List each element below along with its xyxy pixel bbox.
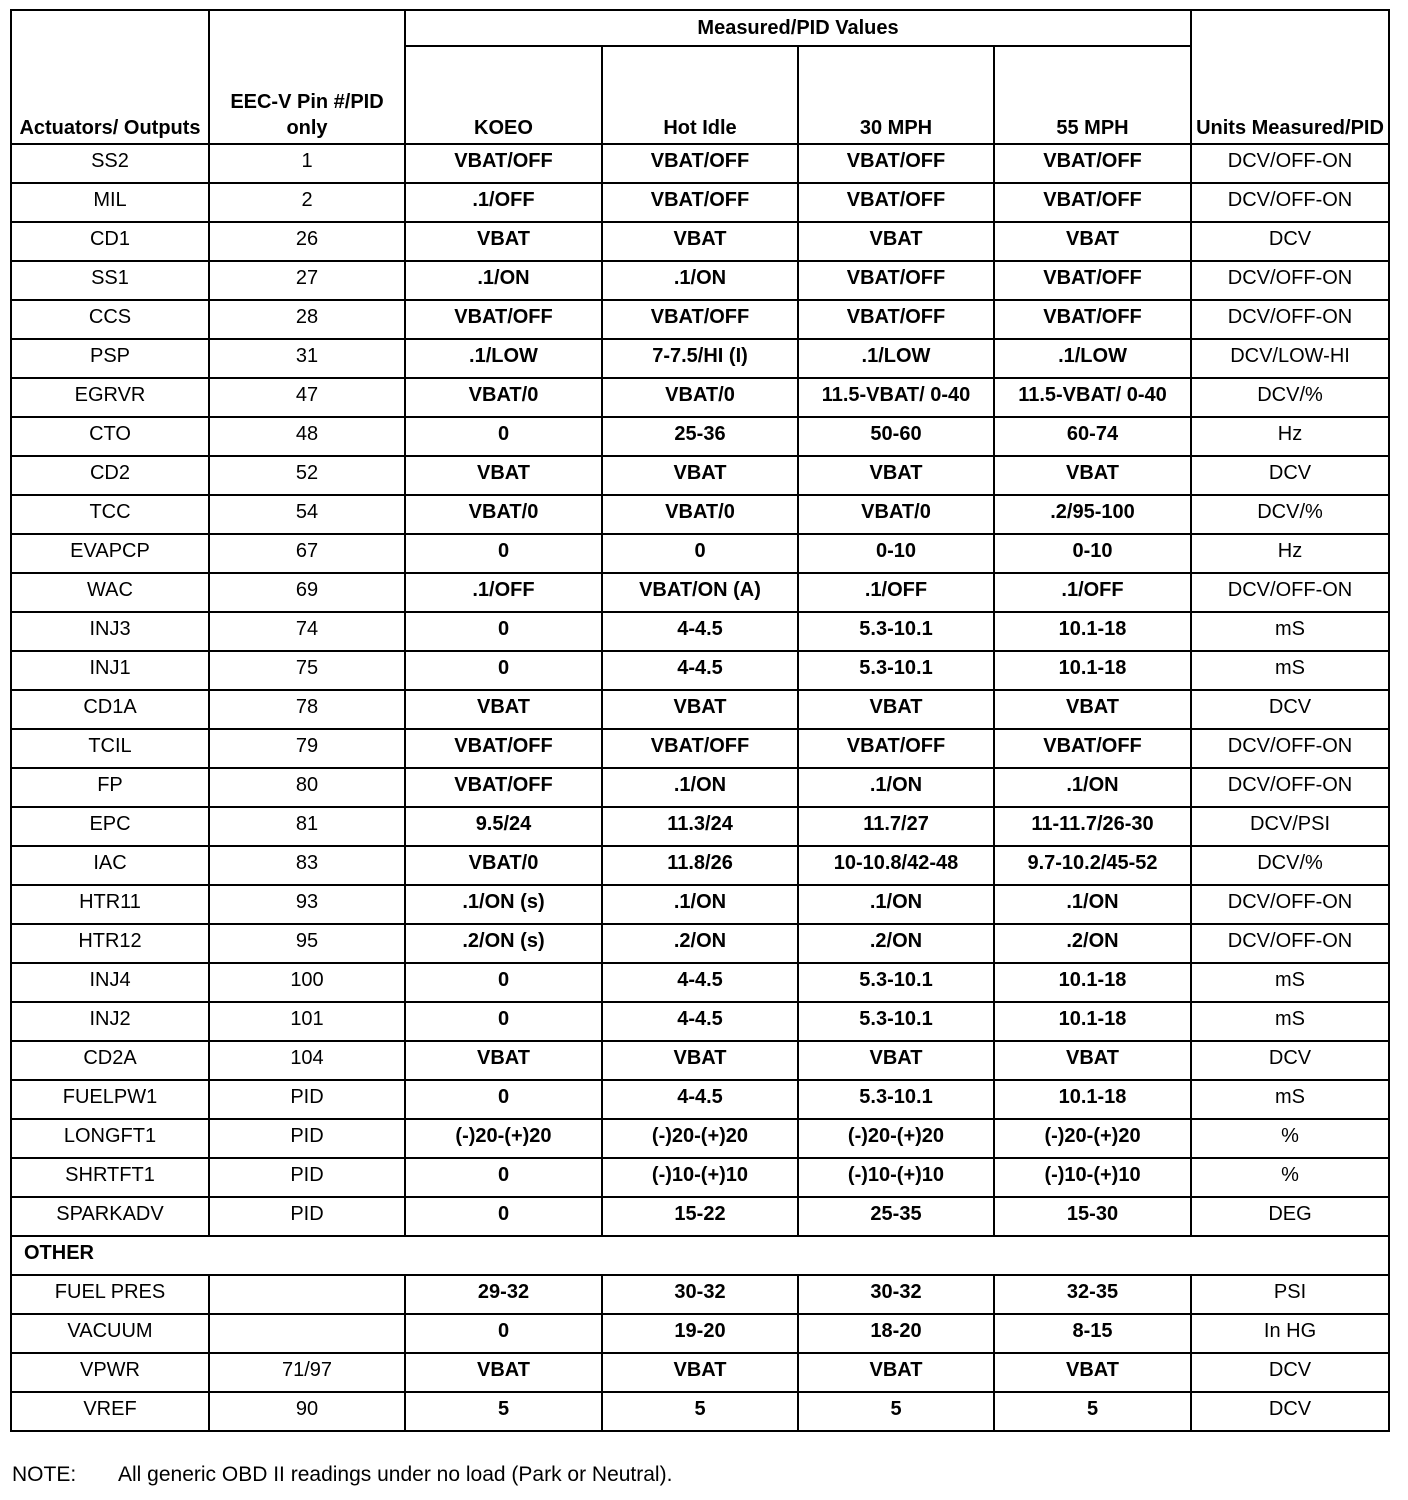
cell-actuator: CD1A	[11, 690, 209, 729]
cell-30mph: VBAT	[798, 1353, 994, 1392]
cell-hot-idle: VBAT	[602, 1353, 798, 1392]
cell-pin	[209, 1275, 405, 1314]
cell-pin: 75	[209, 651, 405, 690]
cell-55mph: 10.1-18	[994, 612, 1191, 651]
cell-55mph: VBAT	[994, 1353, 1191, 1392]
cell-55mph: .1/OFF	[994, 573, 1191, 612]
cell-hot-idle: 5	[602, 1392, 798, 1431]
cell-55mph: 15-30	[994, 1197, 1191, 1236]
cell-55mph: 8-15	[994, 1314, 1191, 1353]
cell-pin: 74	[209, 612, 405, 651]
table-row	[11, 222, 1389, 261]
cell-30mph: 11.7/27	[798, 807, 994, 846]
cell-55mph: VBAT	[994, 222, 1191, 261]
cell-30mph: VBAT	[798, 456, 994, 495]
cell-actuator: EGRVR	[11, 378, 209, 417]
cell-30mph: VBAT	[798, 690, 994, 729]
cell-pin: 26	[209, 222, 405, 261]
cell-actuator: INJ3	[11, 612, 209, 651]
cell-55mph: VBAT/OFF	[994, 183, 1191, 222]
cell-units: DCV/%	[1191, 378, 1389, 417]
col-group-measured: Measured/PID Values	[405, 10, 1191, 46]
table-row	[11, 729, 1389, 768]
cell-units: DEG	[1191, 1197, 1389, 1236]
cell-units: DCV	[1191, 1041, 1389, 1080]
cell-pin: PID	[209, 1080, 405, 1119]
cell-hot-idle: 4-4.5	[602, 651, 798, 690]
cell-actuator: IAC	[11, 846, 209, 885]
cell-pin: 47	[209, 378, 405, 417]
cell-pin: 80	[209, 768, 405, 807]
cell-pin: 100	[209, 963, 405, 1002]
cell-units: DCV/OFF-ON	[1191, 885, 1389, 924]
cell-koeo: VBAT/0	[405, 846, 602, 885]
cell-koeo: VBAT/OFF	[405, 300, 602, 339]
cell-55mph: 11-11.7/26-30	[994, 807, 1191, 846]
cell-pin: 67	[209, 534, 405, 573]
cell-pin: PID	[209, 1197, 405, 1236]
cell-hot-idle: VBAT/OFF	[602, 300, 798, 339]
cell-55mph: VBAT/OFF	[994, 144, 1191, 183]
table-row	[11, 534, 1389, 573]
cell-hot-idle: 4-4.5	[602, 612, 798, 651]
cell-hot-idle: 0	[602, 534, 798, 573]
cell-koeo: 0	[405, 612, 602, 651]
col-header-pin: EEC-V Pin #/PID only	[209, 10, 405, 144]
cell-units: DCV/%	[1191, 846, 1389, 885]
cell-30mph: 25-35	[798, 1197, 994, 1236]
cell-hot-idle: .2/ON	[602, 924, 798, 963]
cell-units: DCV/OFF-ON	[1191, 573, 1389, 612]
cell-hot-idle: 11.3/24	[602, 807, 798, 846]
table-row	[11, 261, 1389, 300]
cell-units: DCV	[1191, 690, 1389, 729]
cell-units: DCV/OFF-ON	[1191, 729, 1389, 768]
cell-koeo: 29-32	[405, 1275, 602, 1314]
cell-30mph: VBAT	[798, 1041, 994, 1080]
cell-koeo: .1/OFF	[405, 183, 602, 222]
cell-30mph: 5.3-10.1	[798, 963, 994, 1002]
cell-pin: 28	[209, 300, 405, 339]
cell-pin: 90	[209, 1392, 405, 1431]
cell-55mph: (-)10-(+)10	[994, 1158, 1191, 1197]
cell-koeo: VBAT	[405, 456, 602, 495]
cell-55mph: 10.1-18	[994, 1080, 1191, 1119]
cell-actuator: CTO	[11, 417, 209, 456]
cell-hot-idle: 19-20	[602, 1314, 798, 1353]
col-header-55mph: 55 MPH	[994, 46, 1191, 144]
cell-30mph: VBAT/OFF	[798, 261, 994, 300]
cell-actuator: PSP	[11, 339, 209, 378]
cell-55mph: 0-10	[994, 534, 1191, 573]
cell-55mph: VBAT/OFF	[994, 729, 1191, 768]
cell-units: DCV/OFF-ON	[1191, 768, 1389, 807]
cell-koeo: 0	[405, 651, 602, 690]
cell-units: mS	[1191, 1002, 1389, 1041]
cell-30mph: 10-10.8/42-48	[798, 846, 994, 885]
cell-55mph: 11.5-VBAT/ 0-40	[994, 378, 1191, 417]
cell-hot-idle: .1/ON	[602, 768, 798, 807]
cell-actuator: WAC	[11, 573, 209, 612]
cell-55mph: 9.7-10.2/45-52	[994, 846, 1191, 885]
cell-units: DCV	[1191, 222, 1389, 261]
table-body	[11, 144, 1389, 1431]
cell-hot-idle: VBAT	[602, 1041, 798, 1080]
table-row	[11, 1041, 1389, 1080]
cell-hot-idle: 30-32	[602, 1275, 798, 1314]
table-row	[11, 885, 1389, 924]
cell-actuator: EVAPCP	[11, 534, 209, 573]
cell-koeo: VBAT	[405, 1041, 602, 1080]
cell-30mph: .1/ON	[798, 768, 994, 807]
cell-units: PSI	[1191, 1275, 1389, 1314]
cell-pin: 71/97	[209, 1353, 405, 1392]
cell-30mph: 5.3-10.1	[798, 1002, 994, 1041]
note-text: All generic OBD II readings under no load (Park or Neutral).	[118, 1463, 673, 1486]
cell-pin: 104	[209, 1041, 405, 1080]
cell-units: mS	[1191, 612, 1389, 651]
cell-actuator: FP	[11, 768, 209, 807]
table-row	[11, 1197, 1389, 1236]
cell-actuator: TCIL	[11, 729, 209, 768]
cell-pin: 93	[209, 885, 405, 924]
cell-hot-idle: VBAT/OFF	[602, 183, 798, 222]
cell-units: DCV/OFF-ON	[1191, 144, 1389, 183]
cell-units: Hz	[1191, 417, 1389, 456]
cell-30mph: .1/LOW	[798, 339, 994, 378]
cell-koeo: 9.5/24	[405, 807, 602, 846]
cell-actuator: SS2	[11, 144, 209, 183]
cell-koeo: 0	[405, 417, 602, 456]
cell-units: DCV/%	[1191, 495, 1389, 534]
table-row	[11, 612, 1389, 651]
cell-55mph: .1/LOW	[994, 339, 1191, 378]
cell-hot-idle: 7-7.5/HI (I)	[602, 339, 798, 378]
cell-koeo: 0	[405, 1314, 602, 1353]
cell-actuator: INJ1	[11, 651, 209, 690]
cell-actuator: EPC	[11, 807, 209, 846]
table-row	[11, 963, 1389, 1002]
cell-pin: 52	[209, 456, 405, 495]
table-row	[11, 300, 1389, 339]
cell-hot-idle: .1/ON	[602, 885, 798, 924]
cell-units: DCV/PSI	[1191, 807, 1389, 846]
cell-pin: PID	[209, 1119, 405, 1158]
cell-30mph: VBAT/OFF	[798, 729, 994, 768]
cell-pin: 81	[209, 807, 405, 846]
cell-55mph: VBAT/OFF	[994, 300, 1191, 339]
cell-hot-idle: 4-4.5	[602, 963, 798, 1002]
cell-units: DCV	[1191, 1392, 1389, 1431]
cell-hot-idle: 11.8/26	[602, 846, 798, 885]
table-row	[11, 651, 1389, 690]
cell-55mph: VBAT	[994, 690, 1191, 729]
cell-pin: 69	[209, 573, 405, 612]
table-row	[11, 1080, 1389, 1119]
cell-30mph: .1/ON	[798, 885, 994, 924]
cell-actuator: CD1	[11, 222, 209, 261]
cell-30mph: VBAT/OFF	[798, 144, 994, 183]
cell-actuator: LONGFT1	[11, 1119, 209, 1158]
cell-actuator: HTR11	[11, 885, 209, 924]
col-header-units: Units Measured/PID	[1191, 10, 1389, 144]
cell-55mph: VBAT	[994, 1041, 1191, 1080]
cell-actuator: INJ2	[11, 1002, 209, 1041]
col-header-hot-idle: Hot Idle	[602, 46, 798, 144]
cell-hot-idle: .1/ON	[602, 261, 798, 300]
cell-koeo: 0	[405, 1197, 602, 1236]
cell-units: mS	[1191, 1080, 1389, 1119]
cell-30mph: .2/ON	[798, 924, 994, 963]
cell-koeo: .1/ON (s)	[405, 885, 602, 924]
cell-koeo: VBAT	[405, 1353, 602, 1392]
cell-units: DCV/LOW-HI	[1191, 339, 1389, 378]
cell-actuator: SHRTFT1	[11, 1158, 209, 1197]
cell-pin: 1	[209, 144, 405, 183]
table-row	[11, 183, 1389, 222]
cell-30mph: (-)20-(+)20	[798, 1119, 994, 1158]
cell-actuator: CD2	[11, 456, 209, 495]
cell-pin: 101	[209, 1002, 405, 1041]
cell-pin: 95	[209, 924, 405, 963]
cell-koeo: .2/ON (s)	[405, 924, 602, 963]
cell-koeo: 0	[405, 534, 602, 573]
cell-units: Hz	[1191, 534, 1389, 573]
cell-units: DCV/OFF-ON	[1191, 261, 1389, 300]
cell-actuator: VREF	[11, 1392, 209, 1431]
cell-pin	[209, 1314, 405, 1353]
cell-30mph: VBAT/0	[798, 495, 994, 534]
cell-55mph: 10.1-18	[994, 963, 1191, 1002]
cell-pin: 78	[209, 690, 405, 729]
cell-koeo: 0	[405, 1080, 602, 1119]
cell-actuator: VPWR	[11, 1353, 209, 1392]
cell-30mph: VBAT/OFF	[798, 183, 994, 222]
cell-30mph: VBAT/OFF	[798, 300, 994, 339]
cell-units: %	[1191, 1119, 1389, 1158]
cell-koeo: VBAT	[405, 690, 602, 729]
cell-hot-idle: VBAT/0	[602, 495, 798, 534]
table-row	[11, 1002, 1389, 1041]
cell-30mph: .1/OFF	[798, 573, 994, 612]
table-row	[11, 1392, 1389, 1431]
cell-actuator: HTR12	[11, 924, 209, 963]
table-header	[11, 10, 1389, 144]
footnote	[12, 1463, 672, 1487]
cell-hot-idle: (-)20-(+)20	[602, 1119, 798, 1158]
cell-hot-idle: VBAT	[602, 456, 798, 495]
cell-55mph: 10.1-18	[994, 1002, 1191, 1041]
cell-30mph: 5.3-10.1	[798, 651, 994, 690]
cell-hot-idle: 4-4.5	[602, 1002, 798, 1041]
col-header-30mph: 30 MPH	[798, 46, 994, 144]
cell-actuator: CD2A	[11, 1041, 209, 1080]
table-row	[11, 1275, 1389, 1314]
col-header-actuators: Actuators/ Outputs	[11, 10, 209, 144]
table-row	[11, 417, 1389, 456]
cell-pin: 54	[209, 495, 405, 534]
cell-koeo: VBAT/OFF	[405, 729, 602, 768]
note-label: NOTE:	[12, 1463, 77, 1486]
cell-koeo: VBAT/OFF	[405, 768, 602, 807]
cell-55mph: 10.1-18	[994, 651, 1191, 690]
cell-koeo: 5	[405, 1392, 602, 1431]
cell-units: mS	[1191, 651, 1389, 690]
cell-30mph: 11.5-VBAT/ 0-40	[798, 378, 994, 417]
cell-hot-idle: (-)10-(+)10	[602, 1158, 798, 1197]
cell-units: %	[1191, 1158, 1389, 1197]
cell-pin: 27	[209, 261, 405, 300]
cell-hot-idle: VBAT/ON (A)	[602, 573, 798, 612]
cell-units: DCV/OFF-ON	[1191, 924, 1389, 963]
cell-actuator: INJ4	[11, 963, 209, 1002]
cell-koeo: .1/ON	[405, 261, 602, 300]
table-row	[11, 1314, 1389, 1353]
table-row	[11, 378, 1389, 417]
cell-units: mS	[1191, 963, 1389, 1002]
cell-30mph: 5.3-10.1	[798, 612, 994, 651]
pid-values-table	[10, 9, 1390, 1432]
cell-55mph: .2/95-100	[994, 495, 1191, 534]
cell-hot-idle: VBAT/0	[602, 378, 798, 417]
section-label-other: OTHER	[11, 1236, 1389, 1275]
cell-55mph: VBAT	[994, 456, 1191, 495]
cell-pin: 83	[209, 846, 405, 885]
cell-hot-idle: 25-36	[602, 417, 798, 456]
cell-30mph: 30-32	[798, 1275, 994, 1314]
cell-30mph: VBAT	[798, 222, 994, 261]
cell-hot-idle: 4-4.5	[602, 1080, 798, 1119]
table-row	[11, 495, 1389, 534]
table-row	[11, 846, 1389, 885]
cell-koeo: .1/OFF	[405, 573, 602, 612]
cell-hot-idle: 15-22	[602, 1197, 798, 1236]
cell-actuator: FUEL PRES	[11, 1275, 209, 1314]
cell-units: DCV	[1191, 1353, 1389, 1392]
header-row-top	[11, 10, 1389, 46]
cell-30mph: 50-60	[798, 417, 994, 456]
cell-actuator: TCC	[11, 495, 209, 534]
cell-hot-idle: VBAT/OFF	[602, 144, 798, 183]
cell-actuator: SPARKADV	[11, 1197, 209, 1236]
section-row-other	[11, 1236, 1389, 1275]
cell-koeo: .1/LOW	[405, 339, 602, 378]
cell-koeo: VBAT/0	[405, 495, 602, 534]
cell-55mph: 32-35	[994, 1275, 1191, 1314]
cell-units: DCV/OFF-ON	[1191, 300, 1389, 339]
cell-55mph: 60-74	[994, 417, 1191, 456]
cell-pin: PID	[209, 1158, 405, 1197]
cell-units: DCV/OFF-ON	[1191, 183, 1389, 222]
cell-actuator: VACUUM	[11, 1314, 209, 1353]
cell-30mph: 0-10	[798, 534, 994, 573]
table-row	[11, 339, 1389, 378]
table-row	[11, 144, 1389, 183]
cell-55mph: .2/ON	[994, 924, 1191, 963]
cell-hot-idle: VBAT	[602, 222, 798, 261]
cell-55mph: .1/ON	[994, 768, 1191, 807]
cell-koeo: (-)20-(+)20	[405, 1119, 602, 1158]
table-row	[11, 1119, 1389, 1158]
cell-55mph: 5	[994, 1392, 1191, 1431]
table-row	[11, 456, 1389, 495]
table-row	[11, 1353, 1389, 1392]
cell-pin: 48	[209, 417, 405, 456]
cell-pin: 2	[209, 183, 405, 222]
cell-actuator: MIL	[11, 183, 209, 222]
cell-koeo: VBAT/OFF	[405, 144, 602, 183]
cell-koeo: 0	[405, 963, 602, 1002]
cell-actuator: FUELPW1	[11, 1080, 209, 1119]
col-header-koeo: KOEO	[405, 46, 602, 144]
cell-hot-idle: VBAT/OFF	[602, 729, 798, 768]
cell-units: DCV	[1191, 456, 1389, 495]
cell-55mph: .1/ON	[994, 885, 1191, 924]
table-row	[11, 924, 1389, 963]
table-row	[11, 807, 1389, 846]
cell-pin: 79	[209, 729, 405, 768]
table-row	[11, 690, 1389, 729]
cell-30mph: 5	[798, 1392, 994, 1431]
cell-actuator: SS1	[11, 261, 209, 300]
cell-koeo: VBAT/0	[405, 378, 602, 417]
cell-actuator: CCS	[11, 300, 209, 339]
table-row	[11, 573, 1389, 612]
cell-hot-idle: VBAT	[602, 690, 798, 729]
cell-units: In HG	[1191, 1314, 1389, 1353]
cell-30mph: 18-20	[798, 1314, 994, 1353]
cell-koeo: 0	[405, 1158, 602, 1197]
cell-koeo: 0	[405, 1002, 602, 1041]
cell-pin: 31	[209, 339, 405, 378]
cell-55mph: VBAT/OFF	[994, 261, 1191, 300]
cell-30mph: (-)10-(+)10	[798, 1158, 994, 1197]
table-row	[11, 768, 1389, 807]
cell-koeo: VBAT	[405, 222, 602, 261]
cell-55mph: (-)20-(+)20	[994, 1119, 1191, 1158]
table-row	[11, 1158, 1389, 1197]
cell-30mph: 5.3-10.1	[798, 1080, 994, 1119]
